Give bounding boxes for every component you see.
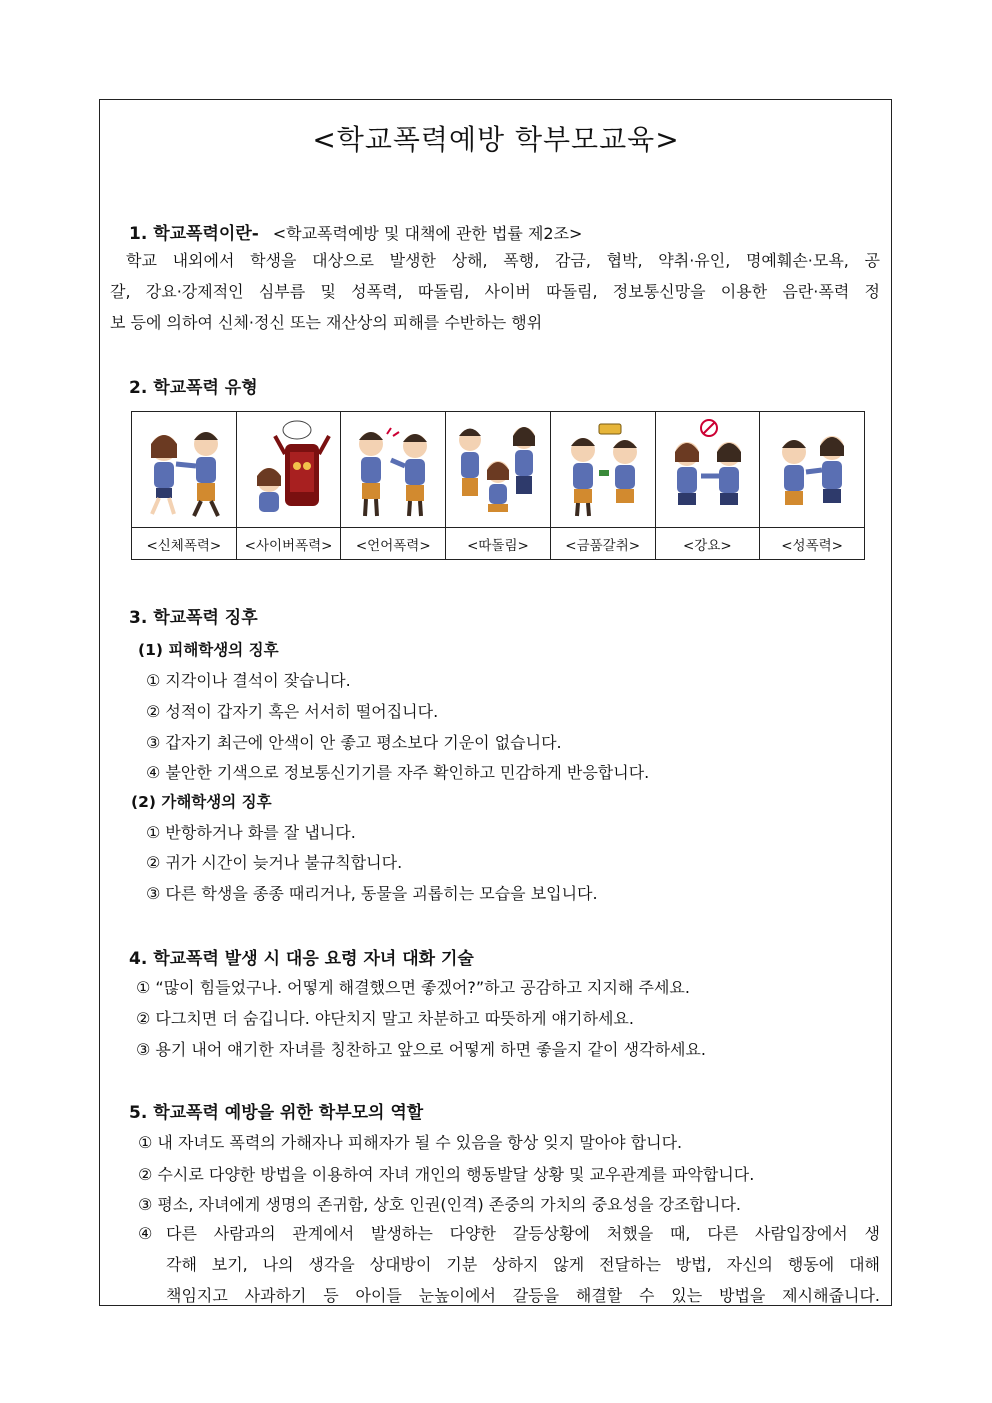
offender-sign-item: ② 귀가 시간이 늦거나 불규칙합니다. xyxy=(146,853,403,872)
victim-sign-item: ① 지각이나 결석이 잦습니다. xyxy=(146,671,351,690)
section-4-heading: 4. 학교폭력 발생 시 대응 요령 자녀 대화 기술 xyxy=(129,949,474,969)
victim-sign-item: ③ 갑자기 최근에 안색이 안 좋고 평소보다 기운이 없습니다. xyxy=(146,733,562,752)
cyber-violence-illustration xyxy=(239,414,339,522)
law-reference: <학교폭력예방 및 대책에 관한 법률 제2조> xyxy=(272,224,583,243)
offender-sign-item: ③ 다른 학생을 종종 때리거나, 동물을 괴롭히는 모습을 보입니다. xyxy=(146,884,598,903)
type-label: <따돌림> xyxy=(446,528,551,560)
extortion-illustration xyxy=(553,414,653,522)
victim-sign-item: ④ 불안한 기색으로 정보통신기기를 자주 확인하고 민감하게 반응합니다. xyxy=(146,763,650,782)
type-label: <언어폭력> xyxy=(341,528,446,560)
type-illustration-physical xyxy=(132,412,237,528)
section-2-heading: 2. 학교폭력 유형 xyxy=(129,378,258,398)
parent-role-item: ② 수시로 다양한 방법을 이용하여 자녀 개인의 행동발달 상황 및 교우관계를 파악합니다. xyxy=(138,1165,755,1184)
type-label: <사이버폭력> xyxy=(236,528,341,560)
type-illustration-extortion xyxy=(550,412,655,528)
type-label: <성폭력> xyxy=(760,528,865,560)
parent-role-item: ③ 평소, 자녀에게 생명의 존귀함, 상호 인권(인격) 존중의 가치의 중요성을 강조합니다. xyxy=(138,1195,741,1214)
page-title: <학교폭력예방 학부모교육> xyxy=(312,123,680,156)
offender-sign-item: ① 반항하거나 화를 잘 냅니다. xyxy=(146,823,356,842)
victim-signs-heading: (1) 피해학생의 징후 xyxy=(138,641,279,659)
response-item: ① “많이 힘들었구나. 어떻게 해결했으면 좋겠어?”하고 공감하고 지지해 주세요. xyxy=(136,978,690,997)
type-illustration-cyber xyxy=(236,412,341,528)
definition-line: 보 등에 의하여 신체·정신 또는 재산상의 피해를 수반하는 행위 xyxy=(110,313,543,332)
type-label: <강요> xyxy=(655,528,760,560)
item-4-line: 책임지고 사과하기 등 아이들 눈높이에서 갈등을 해결할 수 있는 방법을 제시해줍니다. xyxy=(166,1286,880,1305)
type-label: <금품갈취> xyxy=(550,528,655,560)
physical-violence-illustration xyxy=(134,414,234,522)
section-1-title: 1. 학교폭력이란- xyxy=(129,224,259,244)
type-illustration-sexual xyxy=(760,412,865,528)
definition-line: 갈, 강요·강제적인 심부름 및 성폭력, 따돌림, 사이버 따돌림, 정보통신망을 이용한 음란·폭력 정 xyxy=(110,282,880,301)
item-number: ④ xyxy=(138,1224,153,1243)
type-illustration-verbal xyxy=(341,412,446,528)
violence-types-table xyxy=(131,411,865,560)
type-label: <신체폭력> xyxy=(132,528,237,560)
parent-role-item: ① 내 자녀도 폭력의 가해자나 피해자가 될 수 있음을 항상 잊지 말아야 합니다. xyxy=(138,1133,683,1152)
sexual-violence-illustration xyxy=(762,414,862,522)
definition-line: 학교 내외에서 학생을 대상으로 발생한 상해, 폭행, 감금, 협박, 약취·유인, 명예훼손·모욕, 공 xyxy=(126,251,880,270)
victim-sign-item: ② 성적이 갑자기 혹은 서서히 떨어집니다. xyxy=(146,702,439,721)
section-1-heading xyxy=(129,219,582,244)
coercion-illustration xyxy=(657,414,757,522)
item-4-line: 다른 사람과의 관계에서 발생하는 다양한 갈등상황에 처했을 때, 다른 사람입장에서 생 xyxy=(166,1224,880,1243)
response-item: ③ 용기 내어 얘기한 자녀를 칭찬하고 앞으로 어떻게 하면 좋을지 같이 생각하세요. xyxy=(136,1040,706,1059)
verbal-violence-illustration xyxy=(343,414,443,522)
section-5-heading: 5. 학교폭력 예방을 위한 학부모의 역할 xyxy=(129,1103,424,1123)
response-item: ② 다그치면 더 숨깁니다. 야단치지 말고 차분하고 따뜻하게 얘기하세요. xyxy=(136,1009,634,1028)
type-illustration-isolation xyxy=(446,412,551,528)
type-illustration-coercion xyxy=(655,412,760,528)
item-4-line: 각해 보기, 나의 생각을 상대방이 기분 상하지 않게 전달하는 방법, 자신의 행동에 대해 xyxy=(166,1255,880,1274)
section-3-heading: 3. 학교폭력 징후 xyxy=(129,608,258,628)
definition-paragraph xyxy=(110,245,880,338)
isolation-illustration xyxy=(448,414,548,522)
offender-signs-heading: (2) 가해학생의 징후 xyxy=(131,793,272,811)
